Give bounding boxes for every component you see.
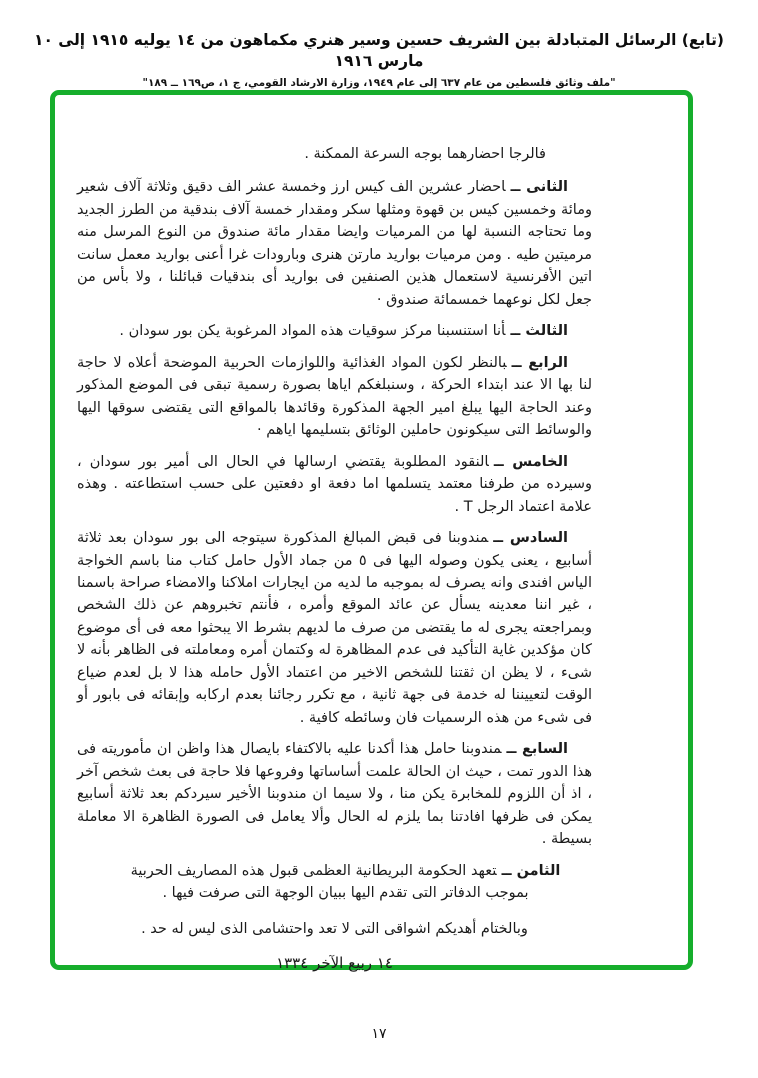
page-header — [0, 30, 758, 89]
paragraph-text: تعهد الحكومة البريطانية العظمى قبول هذه المصاريف الحربية بموجب الدفاتر التى تقدم اليها ببيان الوجهة التى صرفت فيها . — [130, 862, 529, 902]
paragraph-text: النقود المطلوبة يقتضي ارسالها في الحال الى أمير بور سودان ، وسيرده من طرفنا معتمد يتسلمها اما دفعة او دفعتين على حسب استطاعته . وهذه علامة اعتماد الرجل T . — [77, 453, 592, 515]
paragraph-lead: السابع ــ — [506, 741, 568, 758]
intro-paragraph: فالرجا احضارهما بوجه السرعة الممكنة . — [304, 146, 546, 162]
paragraph-seventh — [77, 738, 592, 850]
paragraph-text: أنا استنسبنا مركز سوقيات هذه المواد المرغوبة يكن بور سودان . — [119, 323, 506, 340]
paragraph-lead: الثالث ــ — [510, 323, 568, 340]
closing-paragraph: وبالختام أهديكم اشواقى التى لا تعد واحتشامى الذى ليس له حد . — [141, 920, 528, 937]
paragraph-lead: السادس ــ — [493, 530, 568, 547]
letter-frame-border — [50, 90, 693, 970]
paragraph-sixth — [77, 527, 592, 729]
paragraph-lead: الرابع ــ — [511, 354, 568, 371]
letter-body — [77, 143, 592, 975]
paragraph-third — [77, 320, 592, 342]
header-source-citation: "ملف وثائق فلسطين من عام ٦٣٧ إلى عام ١٩٤٩، وزارة الارشاد القومي، ج ١، ص١٦٩ ــ ١٨٩" — [142, 76, 616, 89]
date-line: ١٤ ربيع الآخر ١٣٣٤ — [276, 954, 393, 972]
page-number: ١٧ — [371, 1026, 387, 1042]
paragraph-fifth — [77, 451, 592, 518]
paragraph-second — [77, 176, 592, 311]
paragraph-fourth — [77, 352, 592, 442]
paragraph-eighth — [77, 860, 592, 905]
paragraph-text: بالنظر لكون المواد الغذائية واللوازمات الحربية الموضحة أعلاه لا حاجة لنا بها الا عند ابتداء الحركة ، وسنبلغكم اياها بصورة رسمية تبقى فى الموضع المذكور وعند الحاجة اليها يبلغ امير الجهة المذكورة وقائدها بالمواقع التى يقتضى سوقها اليها والوسائط التى سيكونون حاملين الوثائق بتسليمها اياهم · — [77, 354, 592, 439]
paragraph-lead: الخامس ــ — [493, 453, 568, 470]
header-title: (تابع) الرسائل المتبادلة بين الشريف حسين وسير هنري مكماهون من ١٤ يوليه ١٩١٥ إلى ١٠ مارس ١٩١٦ — [33, 31, 724, 70]
paragraph-lead: الثامن ــ — [501, 862, 561, 879]
paragraph-text: مندوبنا فى قبض المبالغ المذكورة سيتوجه الى بور سودان بعد ثلاثة أسابيع ، يعنى يكون وصوله اليها فى ٥ من جماد الأول حامل كتاب منا باسم الخواجة الياس افندى وانه يصرف له بموجبه ما لديه من ايجارات املاكنا والامضاء صراحة باسمنا ، غير اننا معدينه يسأل عن عائد الموقع وأمره ، فأنتم تخبروهم عن ذلك الشخص وبمراجعته يجرى له ما يقتضى من صرف ما لديهم بشرط الا يبحثوا معه فى أى موضوع كان مؤكدين غاية التأكيد فى عدم المظاهرة له وكتمان أمره ومعاملته فى الظاهر بأنه لا شىء ، لا يظن ان ثقتنا للشخص الاخير من اعتماد الأول حامله هذا لا بل لعدم ضياع الوقت لتعييننا له خدمة فى جهة ثانية ، مع تكرر رجائنا بعدم اركابه وإبقائه فى بابور أو فى شىء من هذه الرسميات فان وسائطه كافية . — [77, 530, 593, 726]
paragraph-text: مندوبنا حامل هذا أكدنا عليه بالاكتفاء بايصال هذا واظن ان مأموريته فى هذا الدور تمت ، حيث ان الحالة علمت أساساتها وفروعها فلا حاجة فى بعث شخص آخر ، اذ أن اللزوم للمخابرة يكن منا ، ولا سيما ان مندوبنا الأخير سيردكم بعد ثلاثة أسابيع يمكن فى ظرفها افادتنا بما يلزم له الحال وألا يعامل فى الصورة الظاهرة الا معاملة بسيطة . — [77, 741, 592, 848]
paragraph-lead: الثانى ــ — [510, 179, 568, 196]
paragraph-text: احضار عشرين الف كيس ارز وخمسة عشر الف دقيق وثلاثة آلاف شعير ومائة وخمسين كيس بن قهوة ومثلها سكر ومقدار خمسة آلاف بندقية من الطرز الجديد وما تحتاجه النسبة لها من المرميات وايضا مقدار مائة صندوق من النوع المرسل منه مرميتين طيه . ومن مرميات بواريد مارتن هنرى وبارودات غرا أعنى بواريد معمل سانت اتين الأفرنسية لاستعمال هذين الصنفين فى بواريد أى بندقيات قبائلنا ، ولا بأس من جعل لكل نوعهما خمسمائة صندوق · — [77, 179, 592, 308]
